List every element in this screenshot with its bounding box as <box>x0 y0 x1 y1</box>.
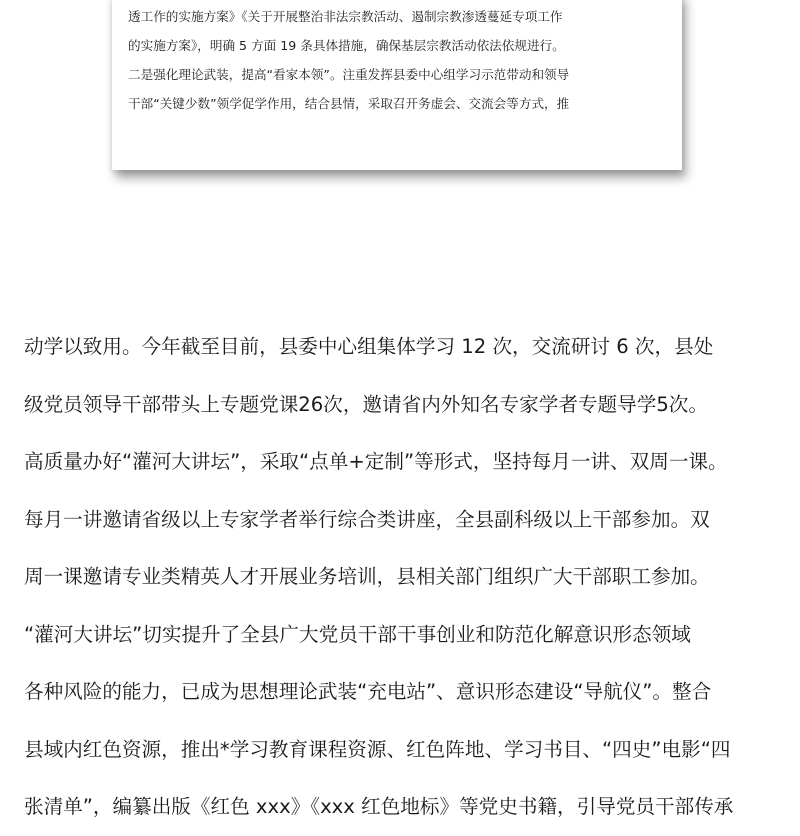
preview-text-block <box>128 2 668 118</box>
paragraph-line: 每月一讲邀请省级以上专家学者举行综合类讲座，全县副科级以上干部参加。双 <box>24 507 710 531</box>
preview-line: 二是强化理论武装，提高“看家本领”。注重发挥县委中心组学习示范带动和领导 <box>128 67 570 82</box>
preview-line: 的实施方案》，明确 5 方面 19 条具体措施，确保基层宗教活动依法依规进行。 <box>128 38 565 53</box>
paragraph-line: 动学以致用。今年截至目前，县委中心组集体学习 12 次，交流研讨 6 次，县处 <box>24 335 714 358</box>
paragraph-line: 高质量办好“灌河大讲坛”，采取“点单+定制”等形式，坚持每月一讲、双周一课。 <box>24 450 728 473</box>
preview-line: 干部“关键少数”领学促学作用，结合县情，采取召开务虚会、交流会等方式，推 <box>128 96 570 111</box>
article-body <box>24 318 780 818</box>
preview-line: 透工作的实施方案》《关于开展整治非法宗教活动、遏制宗教渗透蔓延专项工作 <box>128 9 563 24</box>
paragraph-line: “灌河大讲坛”切实提升了全县广大党员干部干事创业和防范化解意识形态领域 <box>24 622 691 646</box>
paragraph-line: 各种风险的能力，已成为思想理论武装“充电站”、意识形态建设“导航仪”。整合 <box>24 680 712 703</box>
paragraph-line: 张清单”，编纂出版《红色 xxx》《xxx 红色地标》等党史书籍，引导党员干部传承 <box>24 795 734 818</box>
document-preview-card <box>112 0 682 170</box>
paragraph-line: 级党员领导干部带头上专题党课26次，邀请省内外知名专家学者专题导学5次。 <box>24 392 708 416</box>
paragraph-line: 周一课邀请专业类精英人才开展业务培训，县相关部门组织广大干部职工参加。 <box>24 565 710 588</box>
paragraph-line: 县域内红色资源，推出*学习教育课程资源、红色阵地、学习书目、“四史”电影“四 <box>24 737 731 761</box>
